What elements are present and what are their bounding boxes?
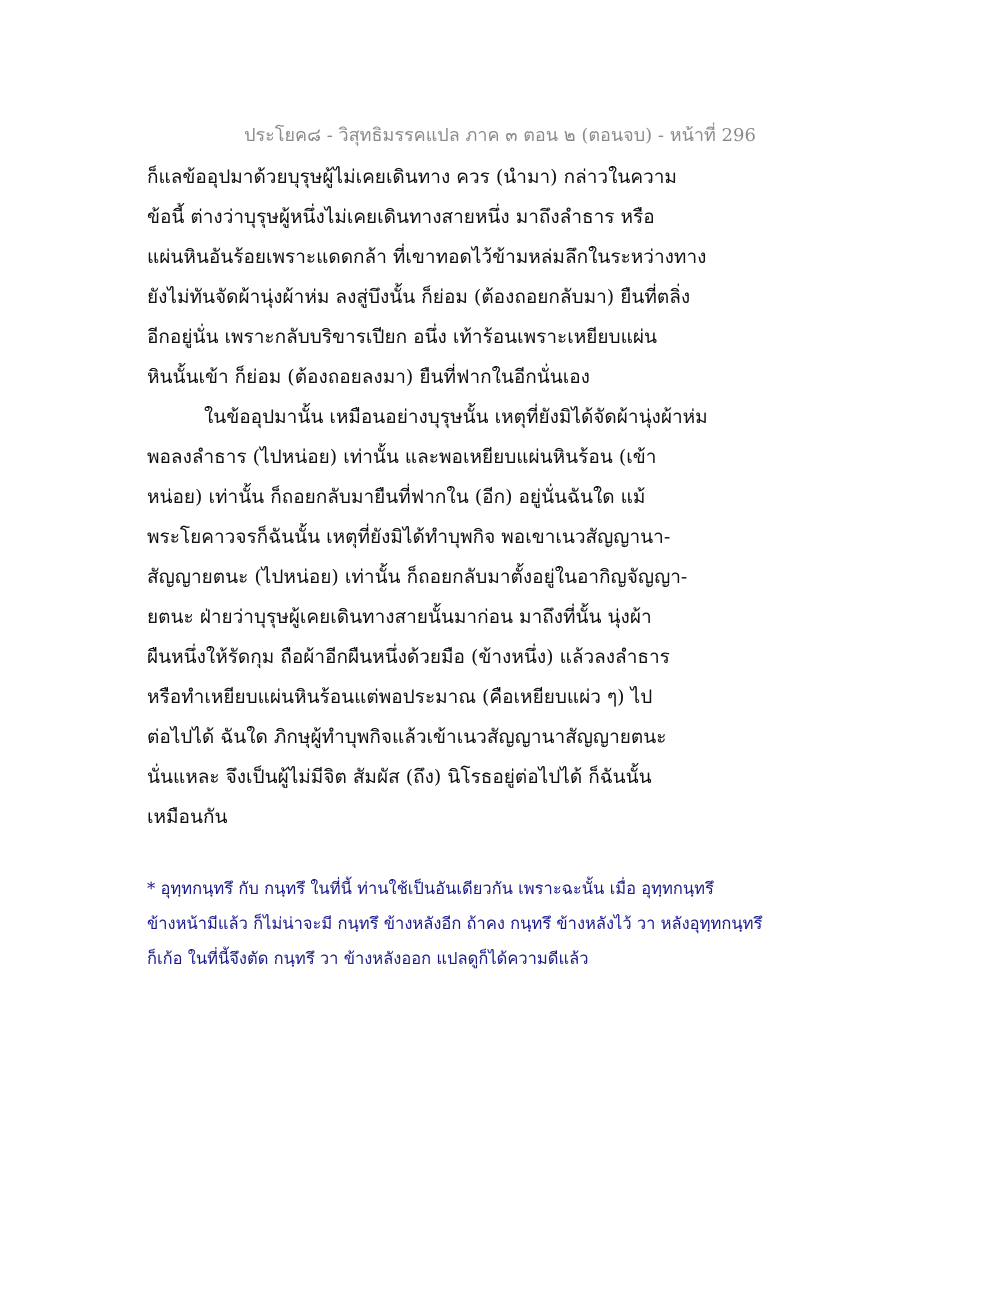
paragraph-line: ผืนหนึ่งให้รัดกุม ถือผ้าอีกผืนหนึ่งด้วยมือ (ข้างหนึ่ง) แล้วลงลำธาร xyxy=(147,646,670,668)
paragraph-line: ในข้ออุปมานั้น เหมือนอย่างบุรุษนั้น เหตุที่ยังมิได้จัดผ้านุ่งผ้าห่ม xyxy=(204,406,708,428)
paragraph-line: ยังไม่ทันจัดผ้านุ่งผ้าห่ม ลงสู่บึงนั้น ก็ย่อม (ต้องถอยกลับมา) ยืนที่ตลิ่ง xyxy=(147,286,691,308)
paragraph-line: พระโยคาวจรก็ฉันนั้น เหตุที่ยังมิได้ทำบุพกิจ พอเขาเนวสัญญานา- xyxy=(147,526,671,548)
footnote-line: ข้างหน้ามีแล้ว ก็ไม่น่าจะมี กนฺทรึ ข้างหลังอีก ถ้าคง กนฺทรึ ข้างหลังไว้ วา หลังอุทฺทกนฺทรึ xyxy=(147,914,763,933)
paragraph-line: หินนั้นเข้า ก็ย่อม (ต้องถอยลงมา) ยืนที่ฟากในอีกนั่นเอง xyxy=(147,366,590,388)
footnote-line: ก็เก้อ ในที่นี้จึงตัด กนฺทรึ วา ข้างหลังออก แปลดูก็ได้ความดีแล้ว xyxy=(147,949,589,968)
paragraph-line: นั่นแหละ จึงเป็นผู้ไม่มีจิต สัมผัส (ถึง) นิโรธอยู่ต่อไปได้ ก็ฉันนั้น xyxy=(147,766,652,788)
paragraph-line: ยตนะ ฝ่ายว่าบุรุษผู้เคยเดินทางสายนั้นมาก่อน มาถึงที่นั้น นุ่งผ้า xyxy=(147,606,652,628)
paragraph-line: หน่อย) เท่านั้น ก็ถอยกลับมายืนที่ฟากใน (อีก) อยู่นั่นฉันใด แม้ xyxy=(147,486,646,508)
paragraph-line: สัญญายตนะ (ไปหน่อย) เท่านั้น ก็ถอยกลับมาตั้งอยู่ในอากิญจัญญา- xyxy=(147,566,688,588)
paragraph-line: หรือทำเหยียบแผ่นหินร้อนแต่พอประมาณ (คือเหยียบแผ่ว ๆ) ไป xyxy=(147,686,653,708)
paragraph-line: ข้อนี้ ต่างว่าบุรุษผู้หนึ่งไม่เคยเดินทางสายหนึ่ง มาถึงลำธาร หรือ xyxy=(147,206,655,228)
running-header: ประโยค๘ - วิสุทธิมรรคแปล ภาค ๓ ตอน ๒ (ตอนจบ) - หน้าที่ 296 xyxy=(244,125,756,146)
paragraph-line: ต่อไปได้ ฉันใด ภิกษุผู้ทำบุพกิจแล้วเข้าเนวสัญญานาสัญญายตนะ xyxy=(147,726,667,748)
footnote xyxy=(147,871,867,976)
paragraph-line: พอลงลำธาร (ไปหน่อย) เท่านั้น และพอเหยียบแผ่นหินร้อน (เข้า xyxy=(147,446,657,468)
paragraph-line: แผ่นหินอันร้อยเพราะแดดกล้า ที่เขาทอดไว้ข้ามหล่มลึกในระหว่างทาง xyxy=(147,246,707,268)
main-text xyxy=(147,157,867,837)
paragraph-line: อีกอยู่นั่น เพราะกลับบริขารเปียก อนึ่ง เท้าร้อนเพราะเหยียบแผ่น xyxy=(147,326,657,348)
footnote-line: * อุทฺทกนฺทรึ กับ กนฺทรึ ในที่นี้ ท่านใช้เป็นอันเดียวกัน เพราะฉะนั้น เมื่อ อุทฺทกนฺทรึ xyxy=(147,879,714,898)
paragraph-line: เหมือนกัน xyxy=(147,806,228,828)
paragraph-line: ก็แลข้ออุปมาด้วยบุรุษผู้ไม่เคยเดินทาง ควร (นำมา) กล่าวในความ xyxy=(147,166,677,188)
